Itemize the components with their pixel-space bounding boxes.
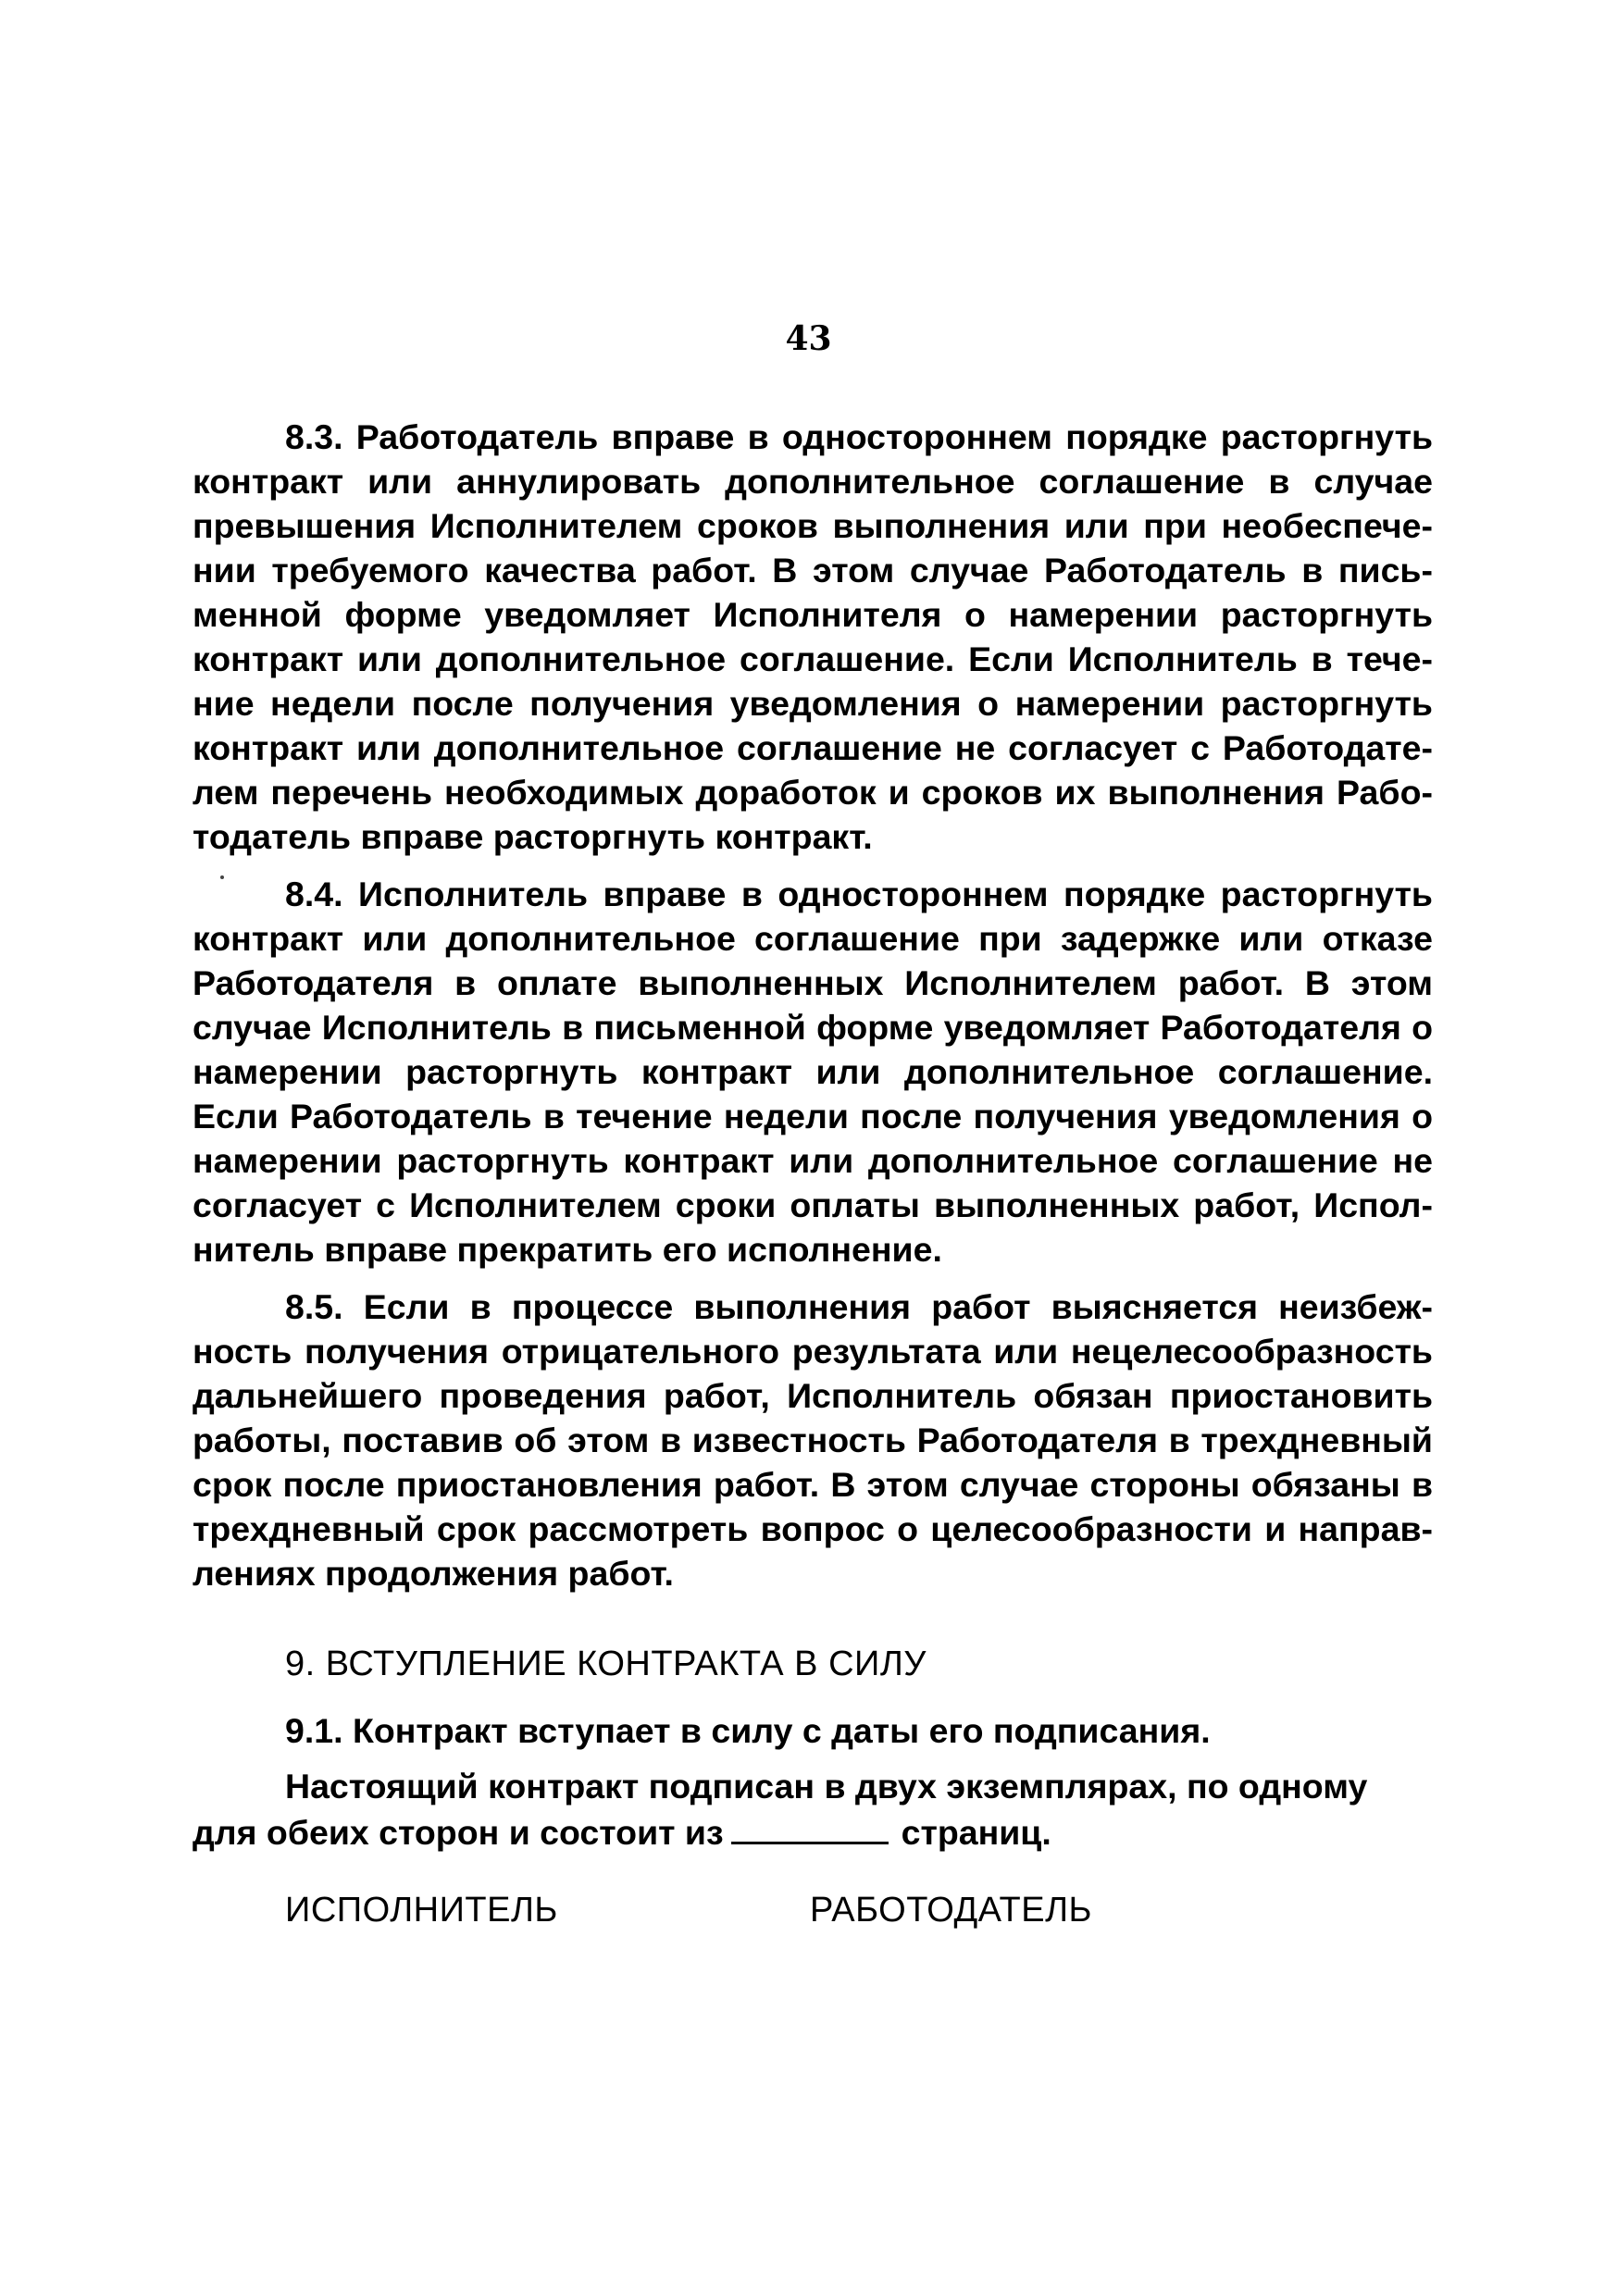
clause-9-1: 9.1. Контракт вступает в силу с даты его подписания. — [285, 1711, 1211, 1750]
paragraph-8-3: 8.3. Работодатель вправе в одностороннем порядке расторгнуть контракт или аннулировать дополнительное соглашение в случае превышения Исполнителем сроков выполнения или при необеспечении требуемого качества работ. В этом случае Работодатель в письменной форме уведомляет Исполнителя о намерении расторгнуть контракт или дополнительное соглашение. Если Исполнитель в течение недели после получения уведомления о намерении расторгнуть контракт или дополнительное соглашение не согласует с Работодателем перечень необходимых доработок и сроков их выполнения Работодатель вправе расторгнуть контракт. — [193, 417, 1433, 856]
page-count-blank — [731, 1814, 889, 1844]
page-number: 43 — [785, 319, 832, 358]
signatory-employer: РАБОТОДАТЕЛЬ — [810, 1891, 1092, 1930]
signatory-contractor: ИСПОЛНИТЕЛЬ — [285, 1891, 558, 1930]
closing-statement — [193, 1763, 1387, 1855]
paragraph-8-5: 8.5. Если в процессе выполнения работ выясняется неизбежность получения отрицательного результата или нецелесообразность дальнейшего проведения работ, Исполнитель обязан приостановить работы, поставив об этом в известность Работодателя в трехдневный срок после приостановления работ. В этом случае стороны обязаны в трехдневный срок рассмотреть вопрос о целесообразности и направлениях продолжения работ. — [193, 1287, 1433, 1593]
scan-speck — [220, 875, 224, 879]
contract-body — [193, 415, 1433, 1608]
section-heading: 9. ВСТУПЛЕНИЕ КОНТРАКТА В СИЛУ — [285, 1644, 927, 1683]
paragraph-8-4: 8.4. Исполнитель вправе в одностороннем порядке расторгнуть контракт или дополнительное соглашение при задержке или отказе Работодателя в оплате выполненных Исполнителем работ. В этом случае Исполнитель в письменной форме уведомляет Работодателя о намерении расторгнуть контракт или дополнительное соглашение. Если Работодатель в течение недели после получения уведомления о намерении расторгнуть контракт или дополнительное соглашение не согласует с Исполнителем сроки оплаты выполненных работ, Исполнитель вправе прекратить его исполнение. — [193, 875, 1433, 1269]
closing-text: Настоящий контракт подписан в двух экземплярах, по одному для обеих сторон и состоит из — [193, 1767, 1368, 1852]
closing-suffix: страниц. — [901, 1813, 1051, 1852]
